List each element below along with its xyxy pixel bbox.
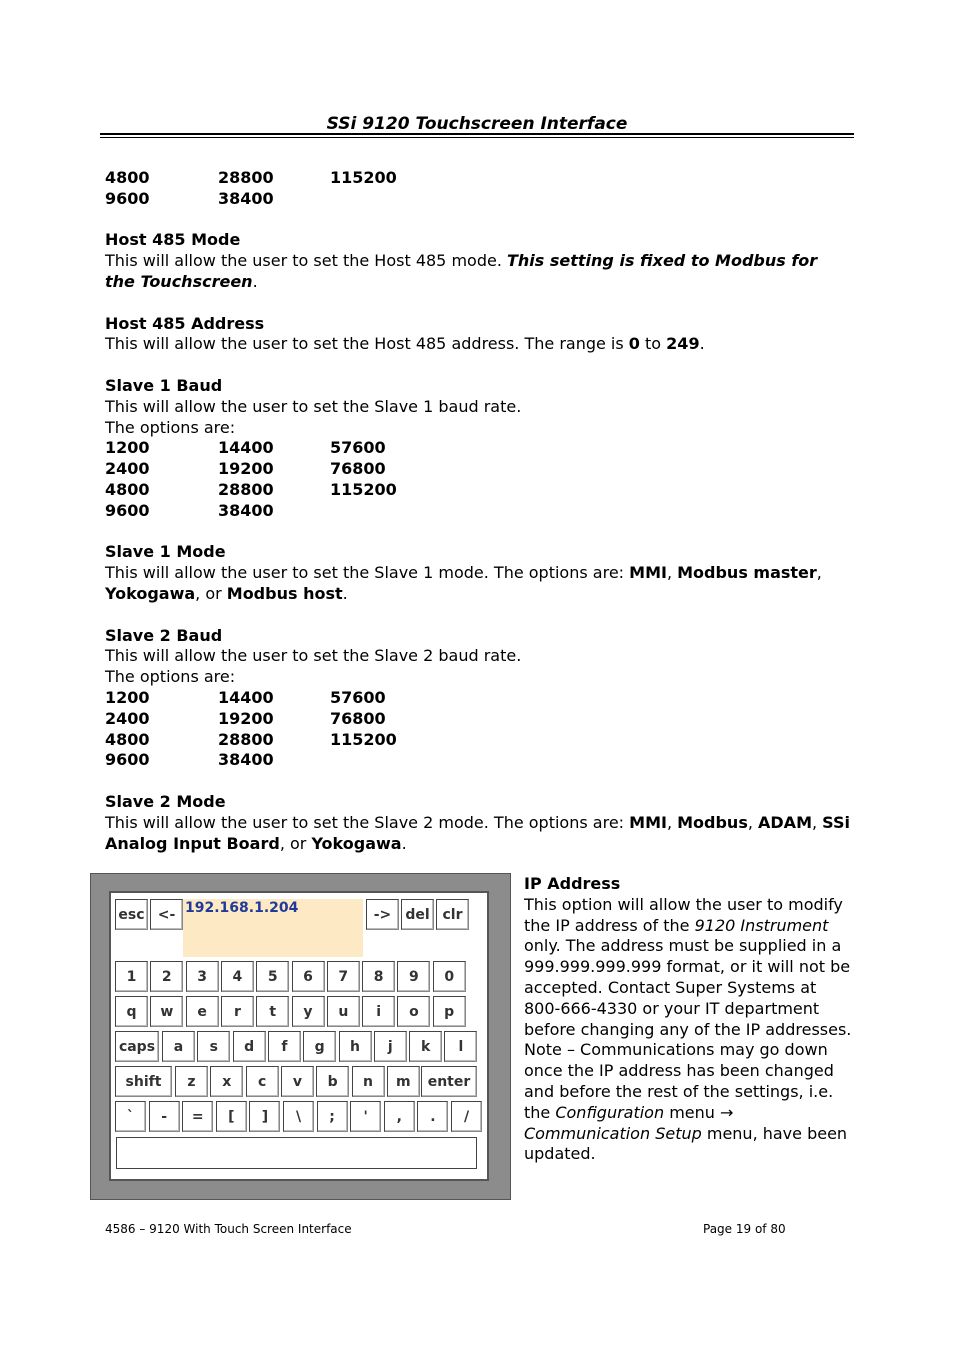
del-key[interactable]: del [401,899,434,930]
key-row_sym-9[interactable]: . [417,1101,448,1132]
key-row_num-7[interactable]: 8 [362,961,395,992]
section-heading-host485-address: Host 485 Address [105,313,265,333]
ip-keyboard-screenshot [90,873,511,1200]
baud-row: 1200 14400 57600 [105,438,386,458]
baud-row: 1200 14400 57600 [105,687,386,707]
key-row_q-1[interactable]: w [150,996,183,1027]
cursor-right-key[interactable]: -> [366,899,399,930]
key-row_sym-0[interactable]: ` [115,1101,146,1132]
main-content [105,168,850,854]
slave1-baud-description: This will allow the user to set the Slave 1 baud rate. [105,396,522,416]
slave2-baud-description: This will allow the user to set the Slave 2 baud rate. [105,646,522,666]
key-row_z-0[interactable]: z [175,1066,208,1097]
header-rule [100,133,854,138]
baud-value: 38400 [218,188,274,208]
baud-row [105,189,850,210]
slave2-mode-description: This will allow the user to set the Slave 2 mode. The options are: MMI, Modbus, ADAM, SSi Analog Input Board, or Yokogawa. [105,812,850,853]
baud-row: 2400 19200 76800 [105,708,386,728]
key-row_num-1[interactable]: 2 [150,961,183,992]
section-heading-slave2-baud: Slave 2 Baud [105,625,223,645]
key-row_a-4[interactable]: g [303,1031,336,1062]
enter-key[interactable]: enter [421,1066,477,1097]
key-row_z-5[interactable]: n [352,1066,385,1097]
footer-page-number: Page 19 of 80 [703,1222,786,1236]
shift-key[interactable]: shift [115,1066,172,1097]
key-row_num-2[interactable]: 3 [186,961,219,992]
key-row_q-3[interactable]: r [221,996,254,1027]
slave1-mode-description: This will allow the user to set the Slave 1 mode. The options are: MMI, Modbus master, Yokogawa, or Modbus host. [105,563,822,603]
key-row_num-0[interactable]: 1 [115,961,148,992]
key-row_q-9[interactable]: p [433,996,466,1027]
key-row_num-3[interactable]: 4 [221,961,254,992]
ip-address-section [524,874,854,1165]
key-row_z-4[interactable]: b [316,1066,349,1097]
baud-row [105,168,850,189]
key-row_z-1[interactable]: x [210,1066,243,1097]
esc-key[interactable]: esc [115,899,148,930]
baud-value: 28800 [218,168,274,187]
key-row_sym-5[interactable]: \ [283,1101,314,1132]
key-row_a-6[interactable]: j [374,1031,407,1062]
footer-document-title: 4586 – 9120 With Touch Screen Interface [105,1222,352,1236]
baud-row: 2400 19200 76800 [105,459,386,479]
slave2-baud-options-label: The options are: [105,667,236,687]
key-row_q-8[interactable]: o [397,996,430,1027]
ip-address-display[interactable]: 192.168.1.204 [183,899,363,957]
baud-row: 9600 38400 [105,750,274,770]
baud-value: 9600 [105,188,150,208]
key-row_q-0[interactable]: q [115,996,148,1027]
key-row_q-2[interactable]: e [186,996,219,1027]
baud-row: 4800 28800 115200 [105,479,397,499]
key-row_q-6[interactable]: u [327,996,360,1027]
key-row_a-1[interactable]: s [197,1031,230,1062]
host485-address-description: This will allow the user to set the Host 485 address. The range is 0 to 249. [105,334,705,354]
section-heading-slave1-mode: Slave 1 Mode [105,542,226,562]
key-row_z-2[interactable]: c [246,1066,279,1097]
section-heading-host485-mode: Host 485 Mode [105,230,241,250]
entry-bar[interactable] [116,1137,477,1169]
key-row_q-5[interactable]: y [292,996,325,1027]
key-row_sym-7[interactable]: ' [350,1101,381,1132]
key-row_num-9[interactable]: 0 [433,961,466,992]
key-row_a-3[interactable]: f [268,1031,301,1062]
page-header-title: SSi 9120 Touchscreen Interface [326,114,628,134]
ip-address-description: This option will allow the user to modify the IP address of the 9120 Instrument only. The address must be supplied in a 999.999.999.999 format, or it will not be accepted. Contact Super Systems at 800-666-4330 or your IT department before changing any of the IP addresses. Note – Communications may go down once the IP address has been changed and before the rest of the settings, i.e. the Configuration menu → Communication Setup menu, have been updated. [524,894,852,1164]
key-row_a-2[interactable]: d [233,1031,266,1062]
key-row_num-8[interactable]: 9 [397,961,430,992]
key-row_sym-1[interactable]: - [149,1101,180,1132]
key-row_q-7[interactable]: i [362,996,395,1027]
baud-row: 9600 38400 [105,500,274,520]
key-row_z-6[interactable]: m [387,1066,420,1097]
key-row_sym-4[interactable]: ] [249,1101,280,1132]
key-row_a-5[interactable]: h [339,1031,372,1062]
section-heading-slave2-mode: Slave 2 Mode [105,791,226,811]
key-row_q-4[interactable]: t [256,996,289,1027]
key-row_z-3[interactable]: v [281,1066,314,1097]
key-row_sym-2[interactable]: = [182,1101,213,1132]
key-row_a-0[interactable]: a [162,1031,195,1062]
baud-value: 4800 [105,168,150,187]
key-row_num-5[interactable]: 6 [292,961,325,992]
section-heading-slave1-baud: Slave 1 Baud [105,375,223,395]
right-arrow-icon: → [720,1102,734,1122]
key-row_a-7[interactable]: k [409,1031,442,1062]
key-row_a-8[interactable]: l [444,1031,477,1062]
slave1-baud-options-label: The options are: [105,417,236,437]
key-row_num-4[interactable]: 5 [256,961,289,992]
caps-key[interactable]: caps [115,1031,159,1062]
host485-mode-description: This will allow the user to set the Host 485 mode. This setting is fixed to Modbus for the Touchscreen. [105,251,818,291]
section-heading-ip-address: IP Address [524,874,621,893]
key-row_num-6[interactable]: 7 [327,961,360,992]
clr-key[interactable]: clr [436,899,469,930]
on-screen-keyboard [109,891,489,1181]
key-row_sym-8[interactable]: , [384,1101,415,1132]
baud-value: 115200 [330,168,397,187]
backspace-key[interactable]: <- [150,899,183,930]
key-row_sym-6[interactable]: ; [317,1101,348,1132]
key-row_sym-3[interactable]: [ [216,1101,247,1132]
baud-row: 4800 28800 115200 [105,729,397,749]
key-row_sym-10[interactable]: / [451,1101,482,1132]
